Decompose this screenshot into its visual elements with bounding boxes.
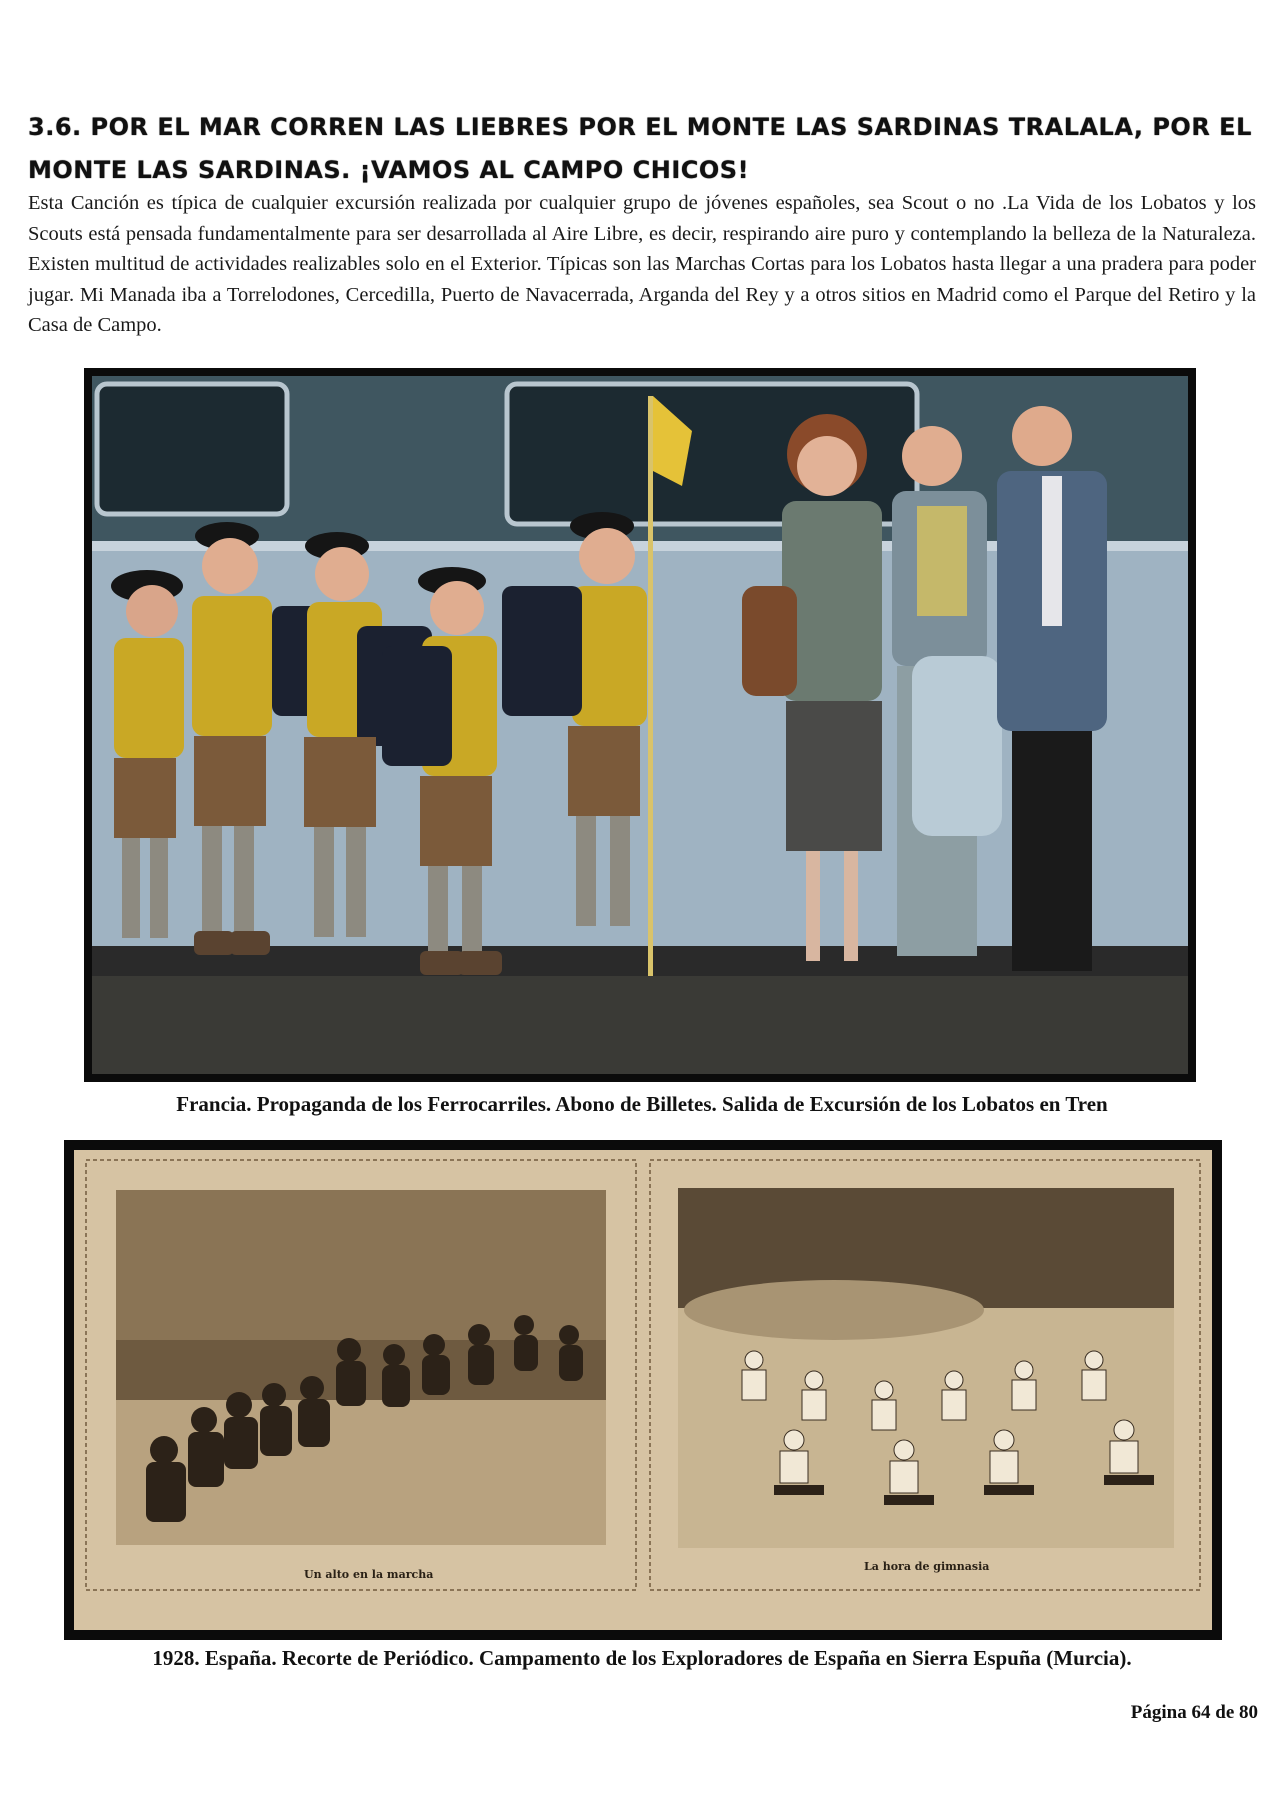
panel-right-caption: La hora de gimnasia <box>864 1560 990 1573</box>
figure-1-caption: Francia. Propaganda de los Ferrocarriles. Abono de Billetes. Salida de Excursión de los Lobatos en Tren <box>176 1092 1108 1116</box>
newspaper-clipping-photo <box>64 1140 1222 1640</box>
newspaper-clipping-illustration <box>74 1150 1212 1630</box>
page-number: Página 64 de 80 <box>1130 1702 1258 1723</box>
train-scouts-illustration <box>92 376 1188 1074</box>
section-heading: 3.6. POR EL MAR CORREN LAS LIEBRES POR EL MONTE LAS SARDINAS TRALALA, POR EL MONTE LAS SARDINAS. ¡VAMOS AL CAMPO CHICOS! <box>28 113 1252 184</box>
train-scouts-photo <box>84 368 1196 1082</box>
section-paragraph: Esta Canción es típica de cualquier excursión realizada por cualquier grupo de jóvenes españoles, sea Scout o no .La Vida de los Lobatos y los Scouts está pensada fundamentalmente para ser desarrollada al Aire Libre, es decir, respirando aire puro y contemplando la belleza de la Naturaleza. Existen multitud de actividades realizables solo en el Exterior. Típicas son las Marchas Cortas para los Lobatos hasta llegar a una pradera para poder jugar. Mi Manada iba a Torrelodones, Cercedilla, Puerto de Navacerrada, Arganda del Rey y a otros sitios en Madrid como el Parque del Retiro y la Casa de Campo. <box>28 192 1256 336</box>
figure-2-caption: 1928. España. Recorte de Periódico. Campamento de los Exploradores de España en Sierra Espuña (Murcia). <box>152 1646 1132 1670</box>
panel-left-caption: Un alto en la marcha <box>304 1568 434 1581</box>
